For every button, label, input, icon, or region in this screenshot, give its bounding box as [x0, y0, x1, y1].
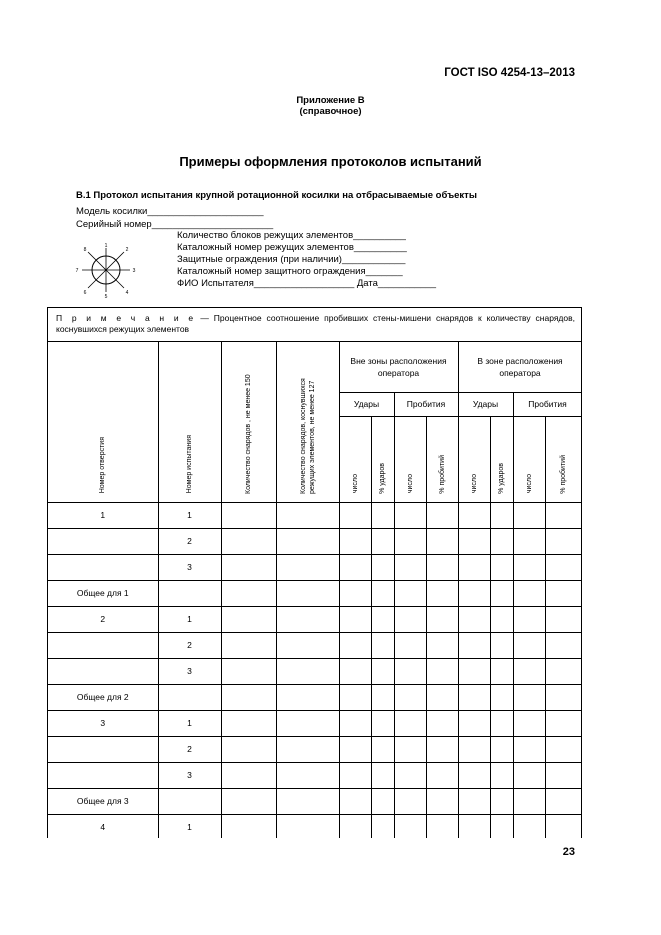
cell-empty — [394, 632, 426, 658]
cell-empty — [458, 632, 490, 658]
annex-subtitle: (справочное) — [299, 106, 362, 117]
cell-empty — [276, 658, 339, 684]
cell-empty — [490, 502, 513, 528]
cell-empty — [221, 502, 276, 528]
cell-empty — [490, 736, 513, 762]
cell-empty — [276, 710, 339, 736]
table-row — [48, 684, 582, 710]
cell-empty — [371, 814, 394, 838]
cell-empty — [276, 814, 339, 838]
cell-empty — [490, 762, 513, 788]
rose-label-8: 8 — [83, 247, 87, 253]
cell-test: 1 — [158, 710, 221, 736]
cell-test: 2 — [158, 736, 221, 762]
cell-hole: 3 — [48, 710, 158, 736]
cell-empty — [513, 606, 545, 632]
cell-empty — [371, 736, 394, 762]
rose-label-6: 6 — [83, 290, 87, 296]
header-hits-outside: Удары — [339, 392, 394, 416]
cell-empty — [339, 736, 371, 762]
cell-empty — [426, 736, 458, 762]
cell-hole — [48, 658, 158, 684]
cell-empty — [339, 788, 371, 814]
cell-empty — [371, 762, 394, 788]
header-test-number: Номер испытания — [158, 342, 221, 502]
cell-empty — [221, 762, 276, 788]
cell-empty — [426, 528, 458, 554]
cell-hole: 2 — [48, 606, 158, 632]
table-row — [48, 788, 582, 814]
cell-empty — [339, 762, 371, 788]
protocol-table — [48, 342, 582, 838]
table-row — [48, 762, 582, 788]
cell-empty — [339, 632, 371, 658]
cell-empty — [545, 736, 582, 762]
cell-hole — [48, 632, 158, 658]
cell-empty — [490, 788, 513, 814]
cell-empty — [513, 554, 545, 580]
field-blocks: Количество блоков режущих элементов__________ — [177, 230, 406, 241]
cell-empty — [490, 814, 513, 838]
cell-empty — [545, 684, 582, 710]
table-row — [48, 502, 582, 528]
header-number: число — [513, 416, 545, 502]
cell-empty — [221, 710, 276, 736]
cell-empty — [545, 762, 582, 788]
header-number: число — [339, 416, 371, 502]
cell-test: 3 — [158, 658, 221, 684]
cell-empty — [221, 528, 276, 554]
cell-empty — [458, 684, 490, 710]
cell-hole: Общее для 1 — [48, 580, 158, 606]
rose-label-5: 5 — [104, 294, 108, 300]
cell-empty — [221, 814, 276, 838]
cell-empty — [394, 814, 426, 838]
cell-empty — [513, 684, 545, 710]
cell-empty — [458, 606, 490, 632]
table-row — [48, 658, 582, 684]
cell-empty — [339, 658, 371, 684]
cell-test: 1 — [158, 814, 221, 838]
cell-empty — [221, 580, 276, 606]
header-count-150: Количество снарядов , не менее 150 — [221, 342, 276, 502]
cell-empty — [339, 814, 371, 838]
cell-empty — [545, 554, 582, 580]
table-row — [48, 710, 582, 736]
header-pierce-outside: Пробития — [394, 392, 458, 416]
cell-hole: 1 — [48, 502, 158, 528]
cell-empty — [513, 658, 545, 684]
section-heading: В.1 Протокол испытания крупной ротационной косилки на отбрасываемые объекты — [76, 190, 477, 201]
page-title: Примеры оформления протоколов испытаний — [179, 154, 482, 169]
cell-empty — [371, 632, 394, 658]
cell-empty — [339, 580, 371, 606]
cell-test: 3 — [158, 554, 221, 580]
table-note — [48, 308, 581, 342]
cell-empty — [371, 684, 394, 710]
cell-empty — [490, 580, 513, 606]
cell-empty — [339, 710, 371, 736]
cell-empty — [221, 788, 276, 814]
field-tester: ФИО Испытателя___________________ Дата___________ — [177, 278, 437, 289]
cell-hole: 4 — [48, 814, 158, 838]
cell-empty — [458, 502, 490, 528]
cell-empty — [371, 528, 394, 554]
cell-empty — [221, 554, 276, 580]
cell-empty — [426, 554, 458, 580]
cell-empty — [276, 606, 339, 632]
cell-empty — [371, 580, 394, 606]
cell-empty — [394, 528, 426, 554]
cell-empty — [426, 606, 458, 632]
field-guards: Защитные ограждения (при наличии)____________ — [177, 254, 406, 265]
cell-empty — [490, 606, 513, 632]
cell-empty — [545, 502, 582, 528]
cell-empty — [426, 684, 458, 710]
cell-empty — [545, 710, 582, 736]
header-number: число — [458, 416, 490, 502]
cell-empty — [426, 814, 458, 838]
cell-empty — [490, 710, 513, 736]
cell-test — [158, 684, 221, 710]
cell-empty — [458, 788, 490, 814]
cell-empty — [545, 528, 582, 554]
cell-empty — [545, 814, 582, 838]
cell-test — [158, 788, 221, 814]
cell-empty — [221, 736, 276, 762]
cell-empty — [371, 606, 394, 632]
cell-empty — [513, 632, 545, 658]
cell-empty — [458, 736, 490, 762]
cell-test: 2 — [158, 632, 221, 658]
header-hits-inside: Удары — [458, 392, 513, 416]
cell-empty — [513, 710, 545, 736]
table-row — [48, 528, 582, 554]
cell-empty — [426, 632, 458, 658]
annex-title: Приложение В — [296, 95, 365, 106]
note-label: П р и м е ч а н и е — [56, 313, 196, 323]
cell-hole — [48, 736, 158, 762]
cell-hole — [48, 554, 158, 580]
cell-empty — [394, 606, 426, 632]
cell-empty — [394, 788, 426, 814]
header-inside-zone: В зоне расположения оператора — [458, 342, 582, 392]
cell-empty — [458, 580, 490, 606]
field-catalog-guard: Каталожный номер защитного ограждения_______ — [177, 266, 403, 277]
cell-empty — [394, 658, 426, 684]
table-row — [48, 554, 582, 580]
table-row — [48, 606, 582, 632]
cell-empty — [513, 814, 545, 838]
table-row — [48, 736, 582, 762]
cell-empty — [426, 502, 458, 528]
cell-empty — [276, 528, 339, 554]
cell-empty — [490, 684, 513, 710]
cell-empty — [276, 736, 339, 762]
cell-empty — [339, 528, 371, 554]
cell-empty — [458, 710, 490, 736]
rose-label-2: 2 — [125, 247, 129, 253]
header-hole-number: Номер отверстия — [48, 342, 158, 502]
field-catalog-cutting: Каталожный номер режущих элементов__________ — [177, 242, 407, 253]
cell-empty — [458, 554, 490, 580]
table-body — [48, 502, 582, 838]
cell-empty — [394, 762, 426, 788]
cell-hole: Общее для 2 — [48, 684, 158, 710]
cell-test: 3 — [158, 762, 221, 788]
cell-empty — [339, 502, 371, 528]
cell-empty — [426, 710, 458, 736]
rose-label-3: 3 — [132, 268, 136, 274]
header-pierce-inside: Пробития — [513, 392, 582, 416]
cell-empty — [458, 528, 490, 554]
cell-empty — [394, 554, 426, 580]
header-pct-hits: % ударов — [490, 416, 513, 502]
cell-empty — [371, 710, 394, 736]
cell-hole — [48, 762, 158, 788]
cell-empty — [513, 502, 545, 528]
cell-empty — [371, 788, 394, 814]
cell-empty — [490, 658, 513, 684]
cell-test: 1 — [158, 502, 221, 528]
cell-empty — [513, 528, 545, 554]
cell-empty — [371, 658, 394, 684]
cell-empty — [545, 632, 582, 658]
cell-empty — [221, 684, 276, 710]
header-count-127: Количество снарядов, коснувшихся режущих элементов, не менее 127 — [276, 342, 339, 502]
cell-empty — [394, 710, 426, 736]
cell-empty — [276, 502, 339, 528]
field-serial: Серийный номер_______________________ — [76, 219, 274, 230]
cell-empty — [339, 554, 371, 580]
cell-empty — [545, 658, 582, 684]
cell-empty — [458, 658, 490, 684]
rose-label-4: 4 — [125, 290, 129, 296]
cell-empty — [545, 788, 582, 814]
annex-heading — [0, 95, 661, 117]
cell-empty — [276, 632, 339, 658]
cell-empty — [276, 684, 339, 710]
cell-empty — [221, 658, 276, 684]
cell-empty — [426, 580, 458, 606]
page-number: 23 — [562, 846, 575, 858]
note-text: — Процентное соотношение пробивших стены-мишени снарядов к количеству снарядов, коснувшихся режущих элементов — [56, 313, 575, 334]
header-pct-pierce: % пробитий — [426, 416, 458, 502]
cell-empty — [339, 684, 371, 710]
cell-empty — [276, 762, 339, 788]
cell-empty — [276, 788, 339, 814]
cell-empty — [371, 554, 394, 580]
header-outside-zone: Вне зоны расположения оператора — [339, 342, 458, 392]
header-number: число — [394, 416, 426, 502]
table-row — [48, 580, 582, 606]
cell-empty — [458, 814, 490, 838]
protocol-table-frame — [47, 307, 582, 838]
cell-empty — [394, 736, 426, 762]
cell-empty — [513, 736, 545, 762]
cell-test — [158, 580, 221, 606]
cell-test: 1 — [158, 606, 221, 632]
rose-label-1: 1 — [104, 243, 108, 249]
cell-empty — [545, 580, 582, 606]
direction-rose-diagram — [72, 242, 144, 300]
cell-empty — [371, 502, 394, 528]
header-pct-hits: % ударов — [371, 416, 394, 502]
field-model: Модель косилки______________________ — [76, 206, 264, 217]
cell-hole — [48, 528, 158, 554]
cell-empty — [276, 580, 339, 606]
standard-code: ГОСТ ISO 4254-13–2013 — [444, 67, 575, 79]
cell-empty — [513, 788, 545, 814]
cell-test: 2 — [158, 528, 221, 554]
cell-empty — [221, 606, 276, 632]
cell-hole: Общее для 3 — [48, 788, 158, 814]
cell-empty — [339, 606, 371, 632]
cell-empty — [458, 762, 490, 788]
cell-empty — [426, 788, 458, 814]
cell-empty — [394, 580, 426, 606]
cell-empty — [426, 658, 458, 684]
cell-empty — [394, 684, 426, 710]
table-row — [48, 632, 582, 658]
cell-empty — [490, 554, 513, 580]
cell-empty — [394, 502, 426, 528]
cell-empty — [513, 580, 545, 606]
cell-empty — [276, 554, 339, 580]
header-pct-pierce: % пробитий — [545, 416, 582, 502]
rose-label-7: 7 — [75, 268, 79, 274]
cell-empty — [426, 762, 458, 788]
cell-empty — [221, 632, 276, 658]
cell-empty — [545, 606, 582, 632]
table-row — [48, 814, 582, 838]
cell-empty — [513, 762, 545, 788]
cell-empty — [490, 528, 513, 554]
cell-empty — [490, 632, 513, 658]
